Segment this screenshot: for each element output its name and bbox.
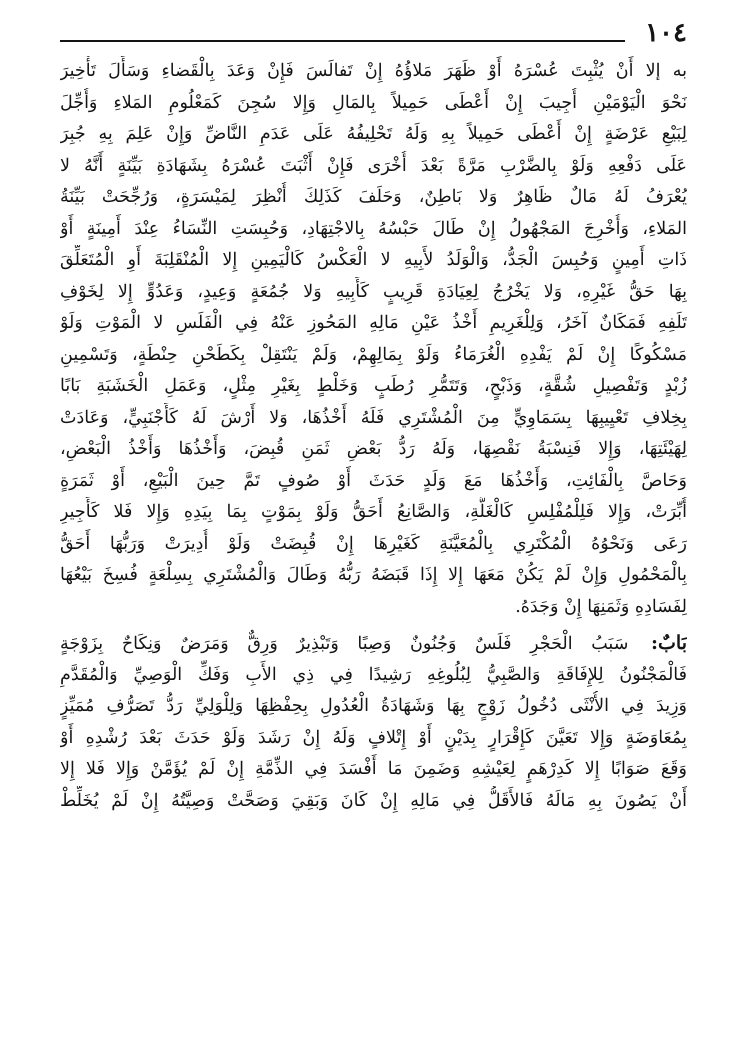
text-line: لِبَيْعِ عَرْضَةٍ إِنْ أَعْطَى حَمِيلاً بِهِ وَلَهُ تَحْلِيفُهُ عَلَى عَدَمِ النَّاضِّ وَإِنْ عَلِمَ بِهِ جُبِرَ — [60, 124, 687, 144]
text-line: نَحْوَ الْيَوْمَيْنِ أُجِيبَ إِنْ أَعْطَى حَمِيلاً بِالمَالِ وَإِلا سُجِنَ كَمَعْلُومِ المَلاءِ وَأُجِّلَ — [60, 92, 687, 113]
text-line: لِهَيْئَتِهَا، وَإِلا فَنِسْبَةُ نَقْصِهَا، وَلَهُ رَدُّ بَعْضِ ثَمَنِ قُبِضَ، وَأَخْذُهَا وَأَخْذُ الْبَعْضِ، — [60, 439, 687, 459]
text-line: بِمُعَاوَضَةٍ وَإِلا تَعَيَّنَ كَإِقْرَارٍ بِدَيْنٍ أَوْ إِتْلافٍ وَلَهُ إِنْ رَشَدَ وَلَوْ حَدَثَ بَعْدَ رُشْدِهِ أَوْ — [60, 727, 687, 748]
text-line: أَنْ يَصُونَ بِهِ مَالَهُ فَالأَقَلُّ فِي مَالِهِ إِنْ كَانَ وَبَقِيَ وَصَحَّتْ وَصِيَّتُهُ إِنْ لَمْ يُخَلِّطْ — [60, 790, 687, 811]
text-line: عَلَى دَفْعِهِ وَلَوْ بِالضَّرْبِ مَرَّةً بَعْدَ أُخْرَى فَإِنْ أَثْبَتَ عُسْرَهُ بِشَهَادَةِ بَيِّنَةٍ أَنَّهُ لا — [60, 155, 687, 176]
text-line: بِهَا حَقُّ غَيْرِهِ، وَلا يَخْرُجُ لِعِيَادَةِ قَرِيبٍ كَأَبِيهِ وَلا جُمُعَةٍ وَعِيدٍ، وَعَدُوٍّ إِلا لِخَوْفِ — [60, 281, 687, 302]
text-line: مَسْكُوكًا إِنْ لَمْ يَفْدِهِ الْغُرَمَاءُ وَلَوْ بِمَالِهِمْ، وَلَمْ يَنْتَقِلْ بِكَطَحْنِ حِنْطَةٍ، وَتَسْمِينِ — [60, 344, 687, 365]
header-rule — [60, 40, 625, 42]
text-line: بِالْمَحْمُولِ وَإِنْ لَمْ يَكُنْ مَعَهَا إِلا إِذَا قَبَضَهُ رَبُّهُ وَطَالَ وَالْمُشْتَرِي بِسِلْعَةٍ فُسِخَ بَيْعُهَا — [60, 565, 687, 585]
text-line: به إلا أَنْ يُثْبِتَ عُسْرَهُ أَوْ ظَهَرَ مَلاؤُهُ إِنْ تَفالَسَ فَإِنْ وَعَدَ بِالْقَضاءِ وَسَأَلَ تَأْخِيرَ — [60, 61, 687, 81]
text-line: زُبْدٍ وَتَفْصِيلِ شُقَّةٍ، وَذَبْحٍ، وَتَتَمُّرِ رُطَبٍ وَخَلْطٍ بِغَيْرِ مِثْلٍ، وَعَمَلِ الْخَشَبَةِ بَابًا — [60, 376, 687, 396]
text-line: وَحَاصَّ بِالْفَائِتِ، وَأَخْذُهَا مَعَ وَلَدٍ حَدَثَ أَوْ صُوفٍ تَمَّ حِينَ الْبَيْعِ، أَوْ ثَمَرَةٍ — [60, 470, 687, 491]
text-line: لِفَسَادِهِ وَثَمَنِهَا إِنْ وَجَدَهُ. — [515, 596, 687, 617]
page-number: ١٠٤ — [645, 18, 687, 48]
paragraph-2 — [60, 628, 687, 817]
text-line: رَعَى وَنَحْوُهُ الْمُكْتَرِي بِالْمُعَيَّنَةِ كَغَيْرِهَا إِنْ قُبِضَتْ وَلَوْ أُدِيرَتْ وَرَبُّهَا أَحَقُّ — [60, 533, 687, 554]
text-line: يُعْرَفُ لَهُ مَالٌ ظَاهِرٌ وَلا بَاطِنٌ، وَحَلَفَ كَذَلِكَ أُنْظِرَ لِمَيْسَرَةٍ، وَرُجِّحَتْ بَيِّنَةُ — [60, 187, 687, 207]
text-line: المَلاءِ، وَأُخْرِجَ المَجْهُولُ إِنْ طَالَ حَبْسُهُ بِالاجْتِهَادِ، وَحُبِسَتِ النِّسَاءُ عِنْدَ أَمِينَةٍ أَوْ — [60, 218, 687, 239]
text-line: تَلَفِهِ فَمَكَانٌ آخَرُ، وَلِلْغَرِيمِ أَخْذُ عَيْنِ مَالِهِ المَحُوزِ عَنْهُ فِي الْفَلَسِ لا الْمَوْتِ وَلَوْ — [60, 313, 687, 333]
paragraph-1 — [60, 56, 687, 623]
text-line: ذَاتِ أَمِينٍ وَحُبِسَ الْجَدُّ، وَالْوَلَدُ لأَبِيهِ لا الْعَكْسُ كَالْيَمِينِ إِلا الْمُنْقَلِبَةَ أَوِ الْمُتَعَلِّقَ — [60, 250, 687, 270]
bab-first-line — [60, 628, 687, 660]
text-body — [60, 56, 687, 817]
bab-heading: بَابٌ: — [651, 632, 687, 654]
text-line: بِخِلافِ تَعْيِيبِهَا بِسَمَاوِيٍّ مِنَ الْمُشْتَرِي فَلَهُ أَخْذُهَا، وَلا أَرْشَ لَهُ كَأَجْنَبِيٍّ، وَعَادَتْ — [60, 407, 687, 428]
text-line: أُبِّرَتْ، وَإِلا فَلِلْمُفْلِسِ كَالْغَلَّةِ، وَالصَّانِعُ أَحَقُّ وَلَوْ بِمَوْتٍ بِمَا بِيَدِهِ وَإِلا فَلا كَأَجِيرِ — [60, 502, 687, 522]
page-header — [60, 0, 687, 56]
bab-first-line-text: سَبَبُ الْحَجْرِ فَلَسٌ وَجُنُونٌ وَصِبًا وَتَبْذِيرٌ وَرِقٌّ وَمَرَضٌ وَنِكَاحٌ بِزَوْجَةٍ — [60, 634, 629, 654]
text-line: فَالْمَجْنُونُ لِلإِفَاقَةِ وَالصَّبِيُّ لِبُلُوغِهِ رَشِيدًا فِي ذِي الأَبِ وَفَكِّ الْوَصِيِّ وَالْمُقَدَّمِ — [60, 664, 687, 685]
text-line: وَزِيدَ فِي الأُنْثَى دُخُولُ زَوْجٍ بِهَا وَشَهَادَةُ الْعُدُولِ بِحِفْظِهَا وَلِلْوَلِيِّ رَدُّ تَصَرُّفِ مُمَيِّزٍ — [60, 696, 687, 716]
text-line: وَقَعَ صَوَابًا إِلا كَدِرْهَمٍ لِعَيْشِهِ وَضَمِنَ مَا أَفْسَدَ فِي الذِّمَّةِ إِنْ لَمْ يُؤَمَّنْ وَإِلا فَلا إِلا — [60, 759, 687, 779]
